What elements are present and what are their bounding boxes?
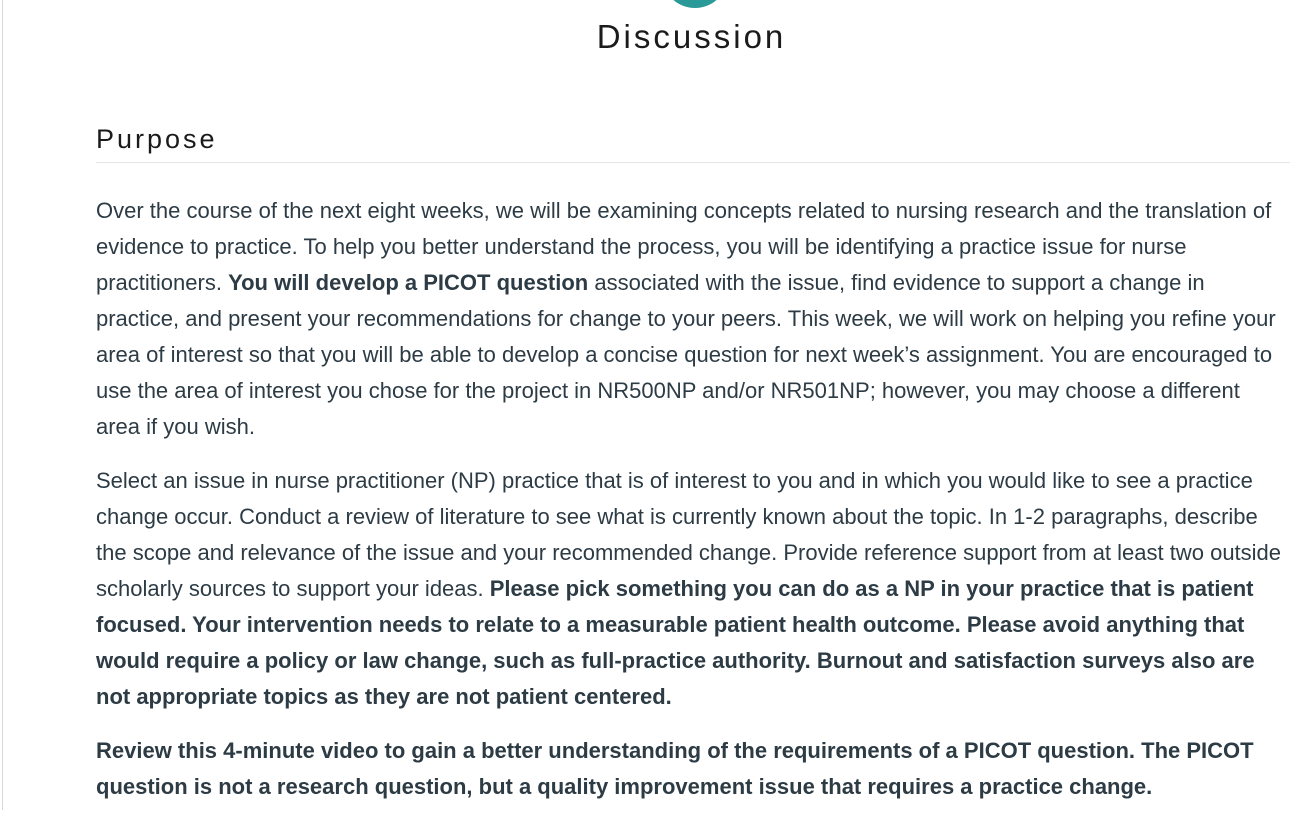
instructions-text: Select an issue in nurse practitioner (NP) practice that is of interest to you and in which you would like to see a practice change occur. Conduct a review of literature to see what is currently known about the topic. In 1-2 paragraphs, describe the scope and relevance of the issue and your recommended change. Provide reference support from at least two outside scholarly sources to support your ideas. xyxy=(96,468,1282,601)
paragraph-overview xyxy=(96,193,1288,445)
overview-text-2: associated with the issue, find evidence to support a change in practice, and present your recommendations for change to your peers. This week, we will work on helping you refine your area of interest so that you will be able to develop a concise question for next week’s assignment. You are encouraged to use the area of interest you chose for the project in NR500NP and/or NR501NP; however, you may choose a different area if you wish. xyxy=(96,270,1276,439)
overview-bold-picot: You will develop a PICOT question xyxy=(228,270,589,295)
section-heading-purpose: Purpose xyxy=(96,124,218,154)
content-left-border xyxy=(2,0,3,810)
instructions-bold-requirements: Please pick something you can do as a NP in your practice that is patient focused. Your intervention needs to relate to a measurable patient health outcome. Please avoid anything that would require a policy or law change, such as full-practice authority. Burnout and satisfaction surveys also are not appropriate topics as they are not patient centered. xyxy=(96,576,1255,709)
paragraph-video xyxy=(96,733,1288,805)
heading-divider xyxy=(96,162,1290,163)
discussion-body xyxy=(96,193,1288,823)
page-title: Discussion xyxy=(596,18,787,55)
paragraph-instructions xyxy=(96,463,1288,715)
discussion-icon xyxy=(662,0,728,8)
overview-text-1: Over the course of the next eight weeks, we will be examining concepts related to nursing research and the translation of evidence to practice. To help you better understand the process, you will be identifying a practice issue for nurse practitioners. xyxy=(96,198,1272,295)
video-bold-note: Review this 4-minute video to gain a better understanding of the requirements of a PICOT question. The PICOT question is not a research question, but a quality improvement issue that requires a practice change. xyxy=(96,738,1254,799)
